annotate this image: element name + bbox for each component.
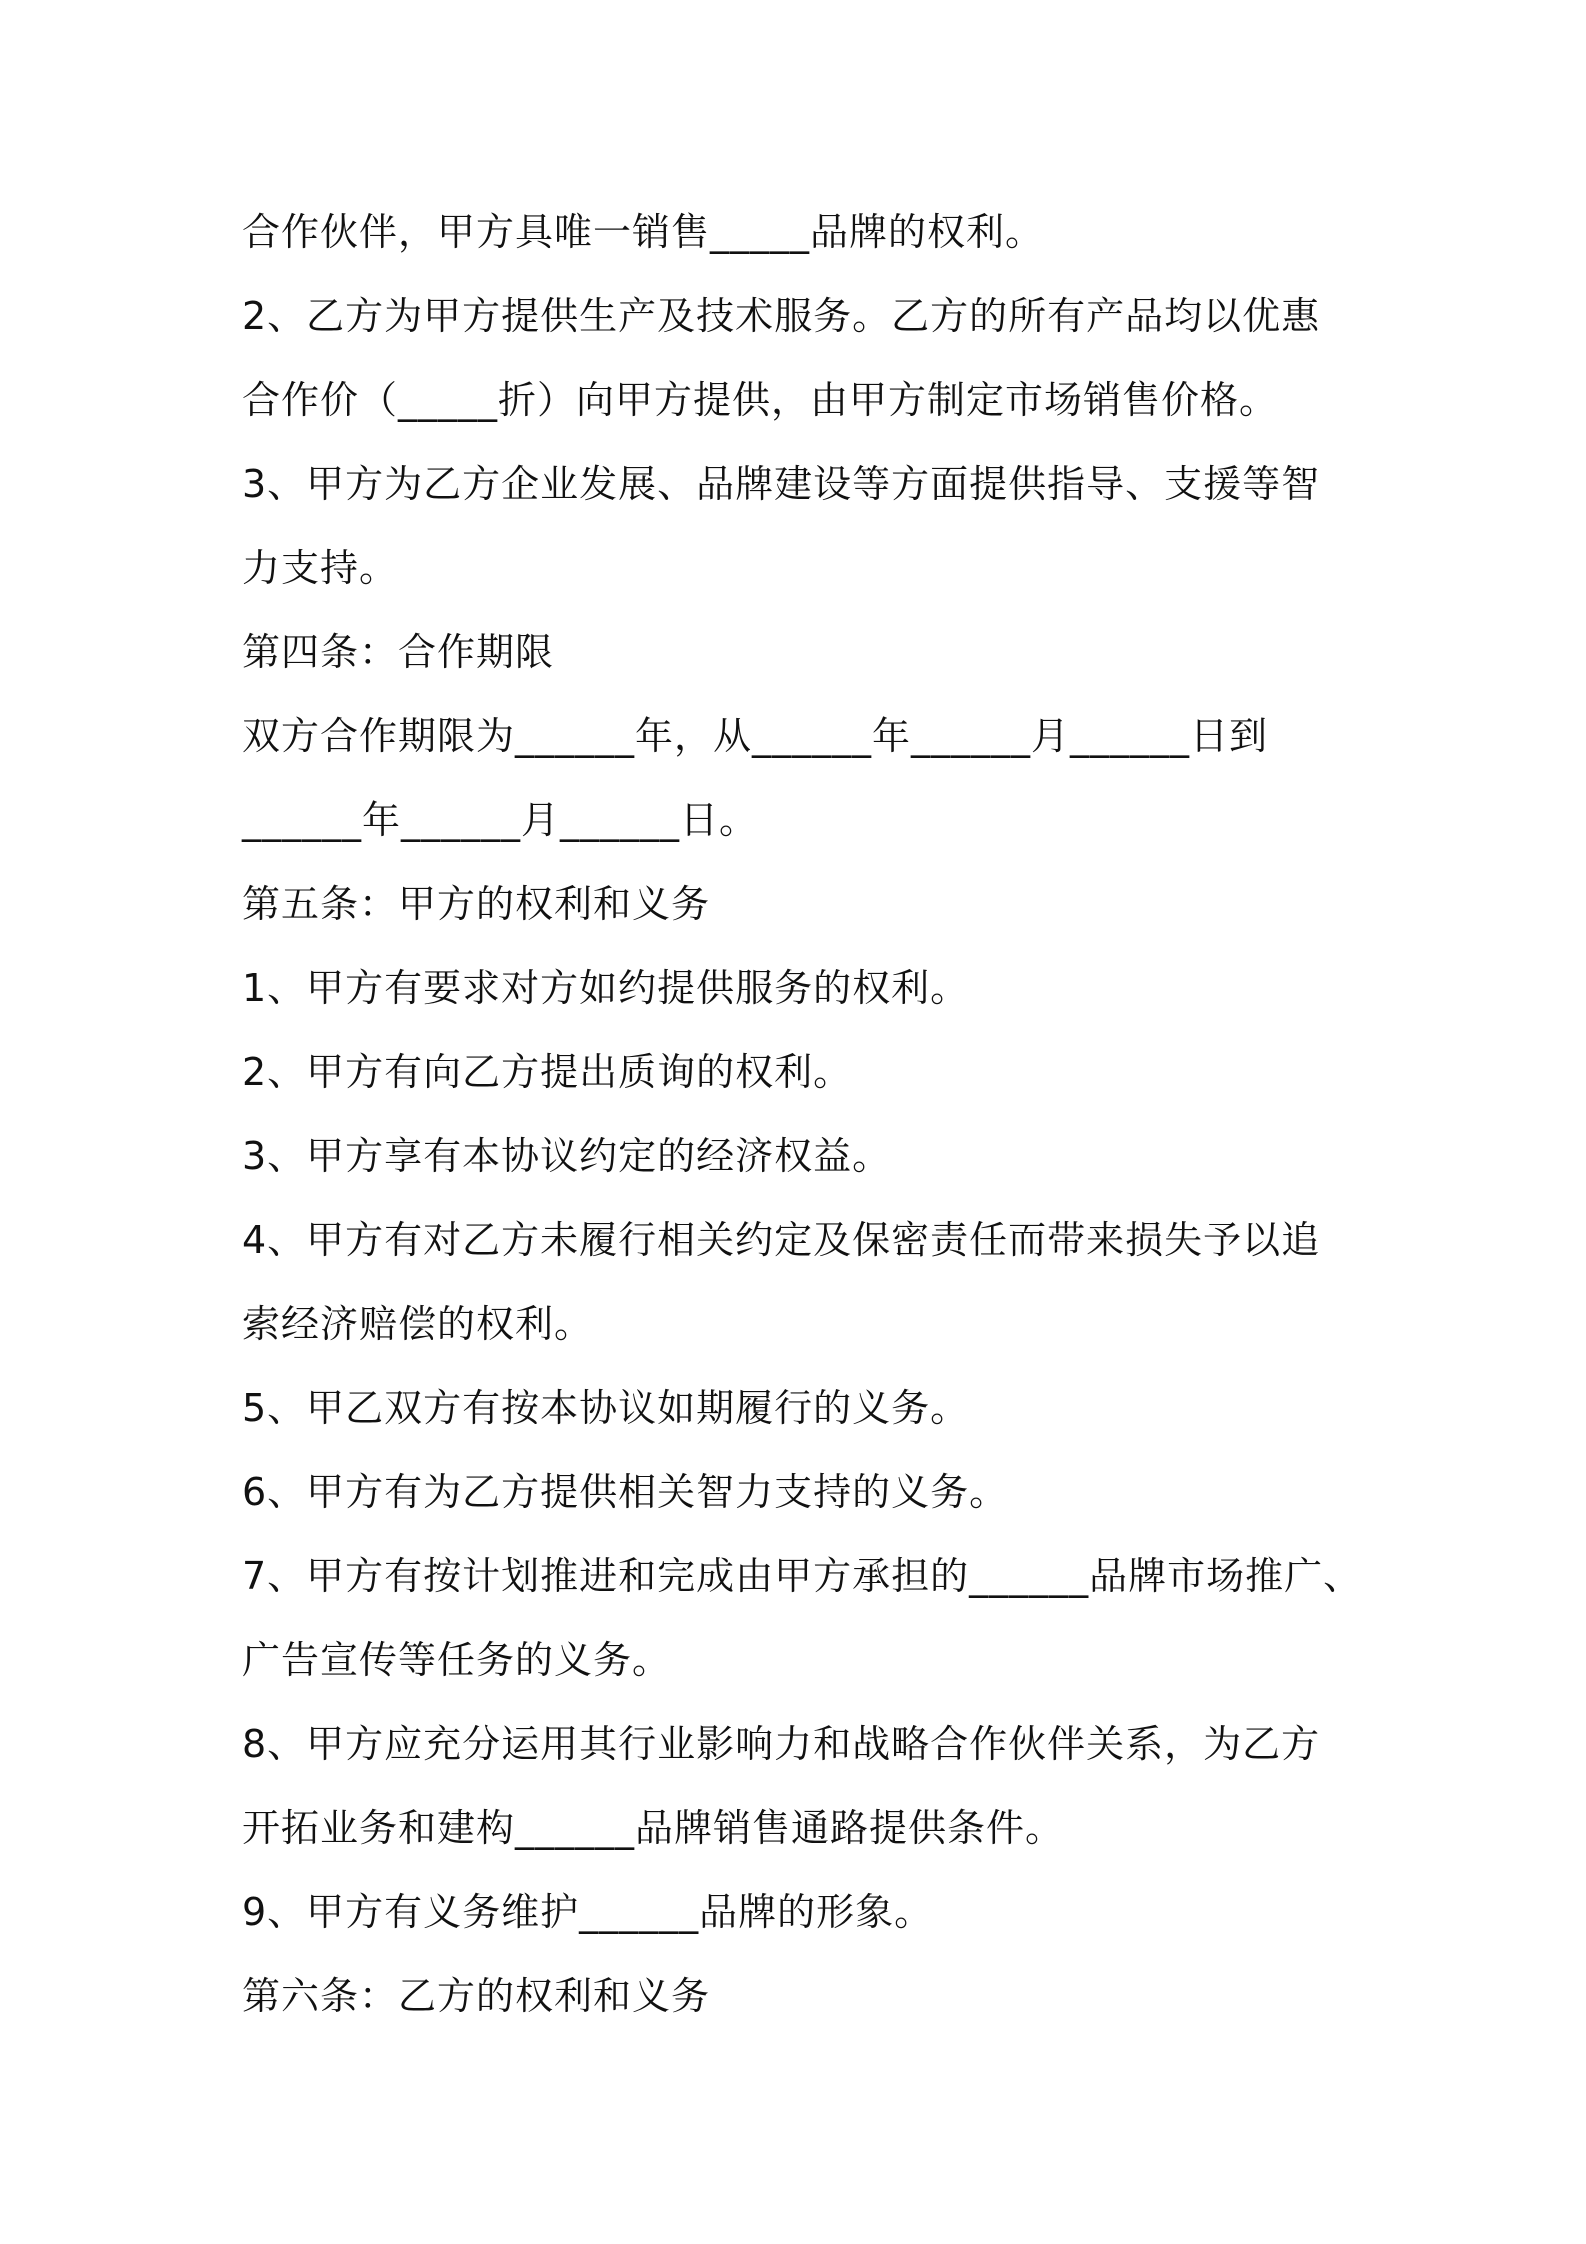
text-line-party-a-item-5: 5、甲乙双方有按本协议如期履行的义务。 bbox=[242, 1386, 970, 1430]
section-heading-article-5: 第五条：甲方的权利和义务 bbox=[242, 882, 711, 926]
text-line-party-a-item-4-cont: 索经济赔偿的权利。 bbox=[242, 1302, 594, 1346]
text-line-party-a-item-2: 2、甲方有向乙方提出质询的权利。 bbox=[242, 1050, 853, 1094]
text-line-clause-3: 3、甲方为乙方企业发展、品牌建设等方面提供指导、支援等智 bbox=[242, 462, 1321, 506]
text-line-party-a-item-8: 8、甲方应充分运用其行业影响力和战略合作伙伴关系，为乙方 bbox=[242, 1722, 1321, 1766]
section-heading-article-6: 第六条：乙方的权利和义务 bbox=[242, 1974, 711, 2018]
document-body bbox=[242, 190, 1392, 2038]
text-line-continuation-partnership: 合作伙伴，甲方具唯一销售_____品牌的权利。 bbox=[242, 210, 1045, 254]
text-line-party-a-item-8-cont: 开拓业务和建构______品牌销售通路提供条件。 bbox=[242, 1806, 1065, 1850]
text-line-term: 双方合作期限为______年，从______年______月______日到 bbox=[242, 714, 1269, 758]
text-line-party-a-item-7-cont: 广告宣传等任务的义务。 bbox=[242, 1638, 672, 1682]
section-heading-article-4: 第四条：合作期限 bbox=[242, 630, 555, 674]
text-line-term-cont: ______年______月______日。 bbox=[242, 798, 759, 842]
text-line-party-a-item-4: 4、甲方有对乙方未履行相关约定及保密责任而带来损失予以追 bbox=[242, 1218, 1321, 1262]
text-line-party-a-item-9: 9、甲方有义务维护______品牌的形象。 bbox=[242, 1890, 934, 1934]
text-line-clause-2: 2、乙方为甲方提供生产及技术服务。乙方的所有产品均以优惠 bbox=[242, 294, 1321, 338]
text-line-party-a-item-6: 6、甲方有为乙方提供相关智力支持的义务。 bbox=[242, 1470, 1009, 1514]
text-line-party-a-item-1: 1、甲方有要求对方如约提供服务的权利。 bbox=[242, 966, 970, 1010]
text-line-party-a-item-3: 3、甲方享有本协议约定的经济权益。 bbox=[242, 1134, 892, 1178]
text-line-clause-3-cont: 力支持。 bbox=[242, 546, 399, 590]
text-line-clause-2-cont: 合作价（_____折）向甲方提供，由甲方制定市场销售价格。 bbox=[242, 378, 1279, 422]
text-line-party-a-item-7: 7、甲方有按计划推进和完成由甲方承担的______品牌市场推广、 bbox=[242, 1554, 1363, 1598]
